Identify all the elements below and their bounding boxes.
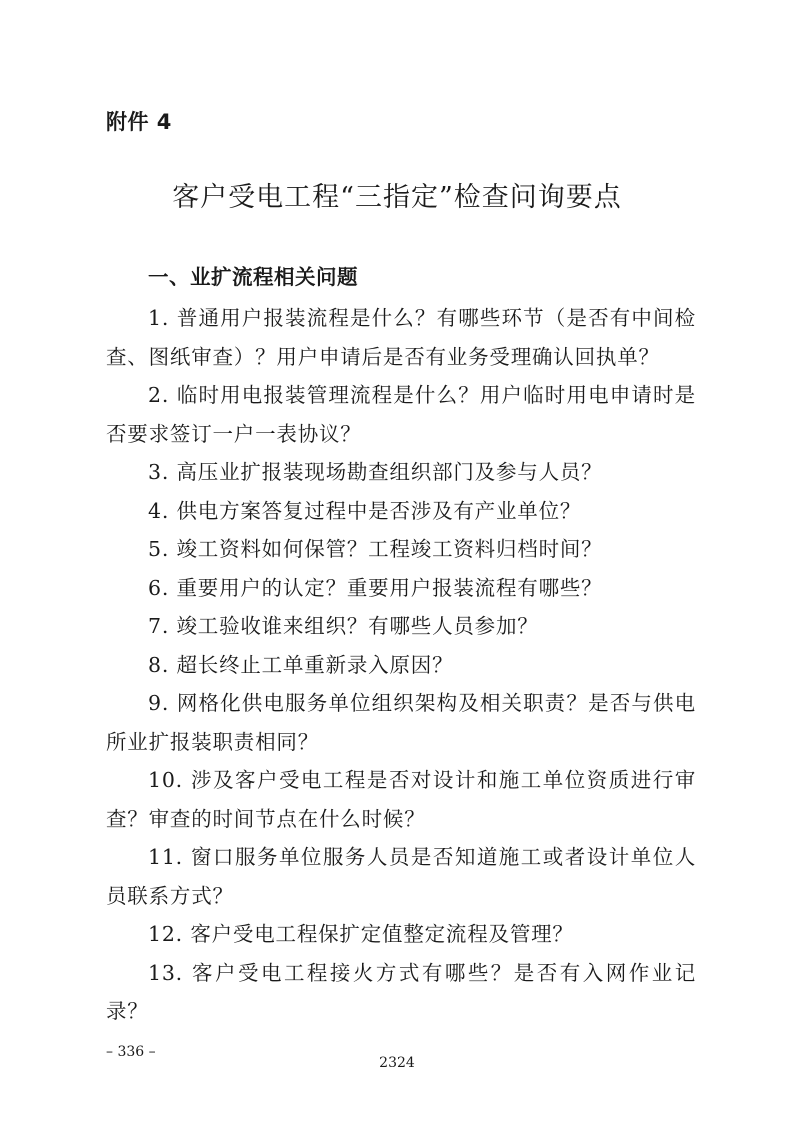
question-item-11: 11. 窗口服务单位服务人员是否知道施工或者设计单位人员联系方式？ (106, 845, 696, 908)
question-item-8: 8. 超长终止工单重新录入原因？ (148, 652, 454, 677)
page-number: – 336 – (106, 1044, 156, 1060)
question-item-10: 10. 涉及客户受电工程是否对设计和施工单位资质进行审查？审查的时间节点在什么时候？ (106, 768, 696, 831)
question-item-6: 6. 重要用户的认定？重要用户报装流程有哪些？ (148, 575, 603, 600)
question-item-13: 13. 客户受电工程接火方式有哪些？是否有入网作业记录？ (106, 960, 696, 1023)
question-item-1: 1. 普通用户报装流程是什么？有哪些环节（是否有中间检查、图纸审查）？用户申请后是否有业务受理确认回执单？ (106, 306, 696, 369)
question-item-9: 9. 网格化供电服务单位组织架构及相关职责？是否与供电所业扩报装职责相同？ (106, 691, 696, 754)
document-number: 2324 (379, 1055, 415, 1071)
attachment-label: 附件 4 (106, 110, 172, 134)
question-item-5: 5. 竣工资料如何保管？工程竣工资料归档时间？ (148, 537, 603, 561)
question-item-12: 12. 客户受电工程保扩定值整定流程及管理？ (148, 922, 574, 946)
question-item-3: 3. 高压业扩报装现场勘查组织部门及参与人员？ (148, 460, 603, 484)
question-list (106, 299, 696, 1031)
question-item-4: 4. 供电方案答复过程中是否涉及有产业单位？ (148, 498, 582, 523)
document-title: 客户受电工程“三指定”检查问询要点 (172, 182, 622, 213)
question-item-7: 7. 竣工验收谁来组织？有哪些人员参加？ (148, 614, 539, 638)
question-item-2: 2. 临时用电报装管理流程是什么？用户临时用电申请时是否要求签订一户一表协议？ (106, 383, 696, 446)
section-heading: 一、业扩流程相关问题 (148, 265, 358, 289)
